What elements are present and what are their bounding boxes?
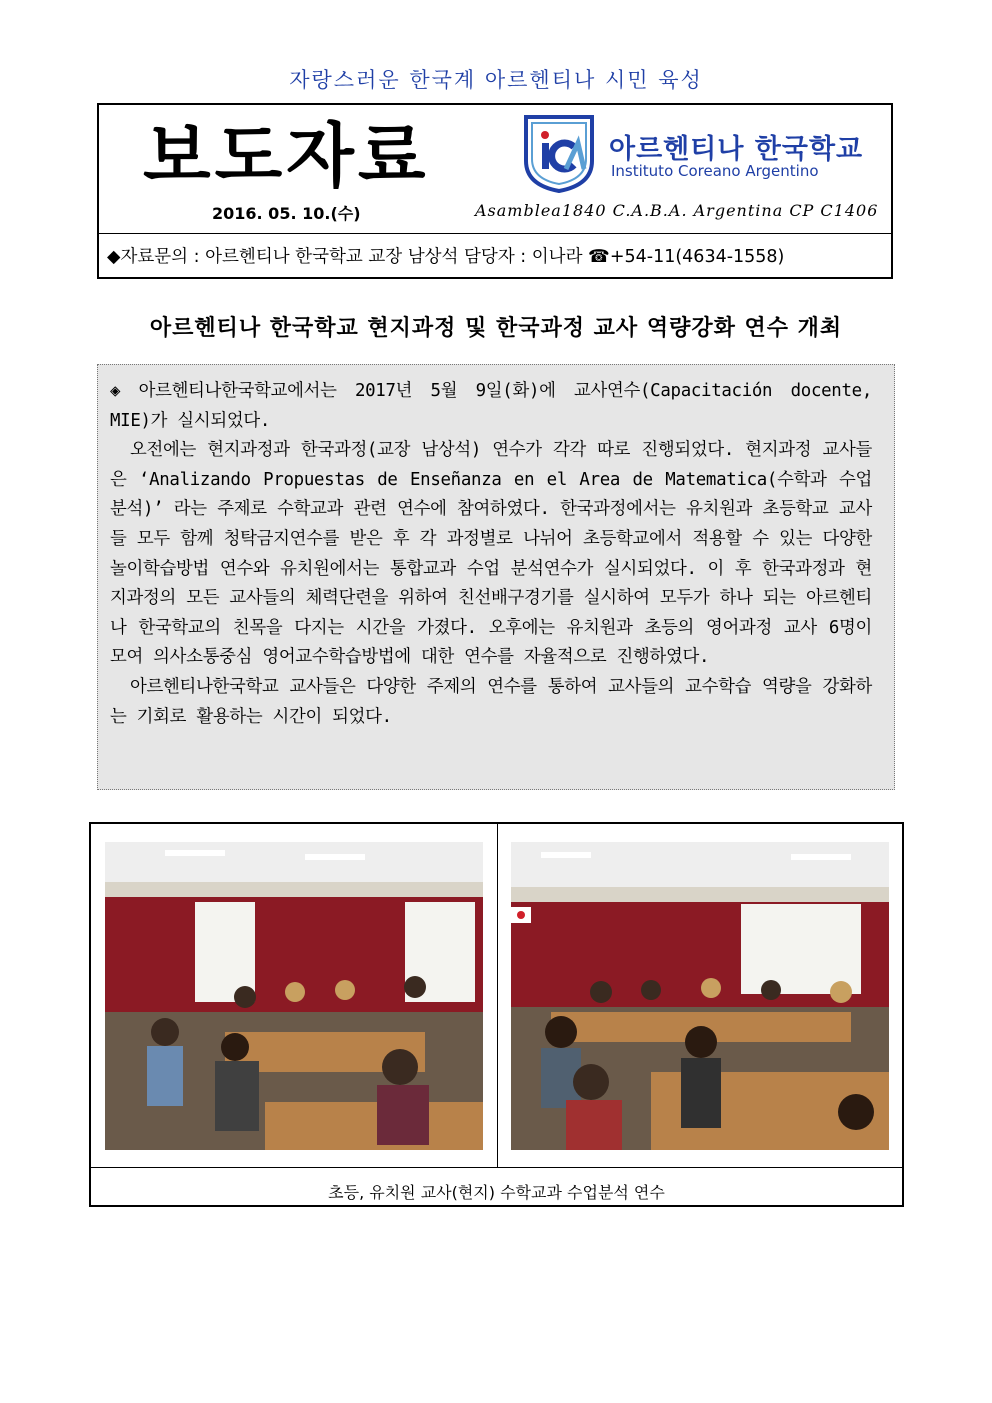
photo-column-divider (497, 824, 498, 1167)
contact-info: ◆자료문의 : 아르헨티나 한국학교 교장 남상석 담당자 : 이나라 ☎+54-11(4634-1558) (107, 247, 785, 267)
classroom-photo-right (511, 842, 889, 1150)
classroom-photo-left (105, 842, 483, 1150)
body-text-box (97, 364, 895, 790)
photo-caption: 초등, 유치원 교사(현지) 수학교과 수업분석 연수 (328, 1183, 665, 1202)
school-logo (522, 113, 596, 193)
header-top (99, 105, 891, 233)
school-address: Asamblea1840 C.A.B.A. Argentina CP C1406 (475, 201, 879, 220)
doc-title: 보도자료 (143, 115, 430, 197)
date: 2016. 05. 10.(수) (212, 204, 361, 223)
body-paragraph-3: 아르헨티나한국학교 교사들은 다양한 주제의 연수를 통하여 교사들의 교수학습 역량을 강화하는 기회로 활용하는 시간이 되었다. (110, 676, 872, 727)
header-divider (99, 233, 891, 234)
photo-left (105, 842, 483, 1150)
body-paragraph-2: 오전에는 현지과정과 한국과정(교장 남상석) 연수가 각각 따로 진행되었다. 현지과정 교사들은 ‘Analizando Propuestas de Enseñanza en el Area de Matematica(수학과 수업 분석)’ 라는 주제로 수학교과 관련 연수에 참여하였다. 한국과정에서는 유치원과 초등학교 교사들 모두 함께 청탁금지연수를 받은 후 각 과정별로 나뉘어 초등학교에서 적용할 수 있는 다양한 놀이학습방법 연수와 유치원에서는 통합교과 수업 분석연수가 실시되었다. 이 후 한국과정과 현지과정의 모든 교사들의 체력단련을 위하여 친선배구경기를 실시하여 모두가 하나 되는 아르헨티나 한국학교의 친목을 다지는 시간을 가졌다. 오후에는 유치원과 초등의 영어과정 교사 6명이 모여 의사소통중심 영어교수학습방법에 대한 연수를 자율적으로 진행하였다. (110, 440, 872, 668)
header-box (97, 103, 893, 279)
body-paragraph-1: ◈ 아르헨티나한국학교에서는 2017년 5월 9일(화)에 교사연수(Capacitación docente, MIE)가 실시되었다. (110, 381, 872, 431)
school-name-es: Instituto Coreano Argentino (611, 162, 819, 180)
photo-right (511, 842, 889, 1150)
photo-row-divider (91, 1167, 902, 1168)
slogan: 자랑스러운 한국계 아르헨티나 시민 육성 (289, 68, 703, 92)
school-name-ko: 아르헨티나 한국학교 (609, 134, 864, 165)
headline: 아르헨티나 한국학교 현지과정 및 한국과정 교사 역량강화 연수 개최 (149, 316, 843, 341)
photo-table (89, 822, 904, 1207)
logo-shield-icon (522, 113, 596, 193)
